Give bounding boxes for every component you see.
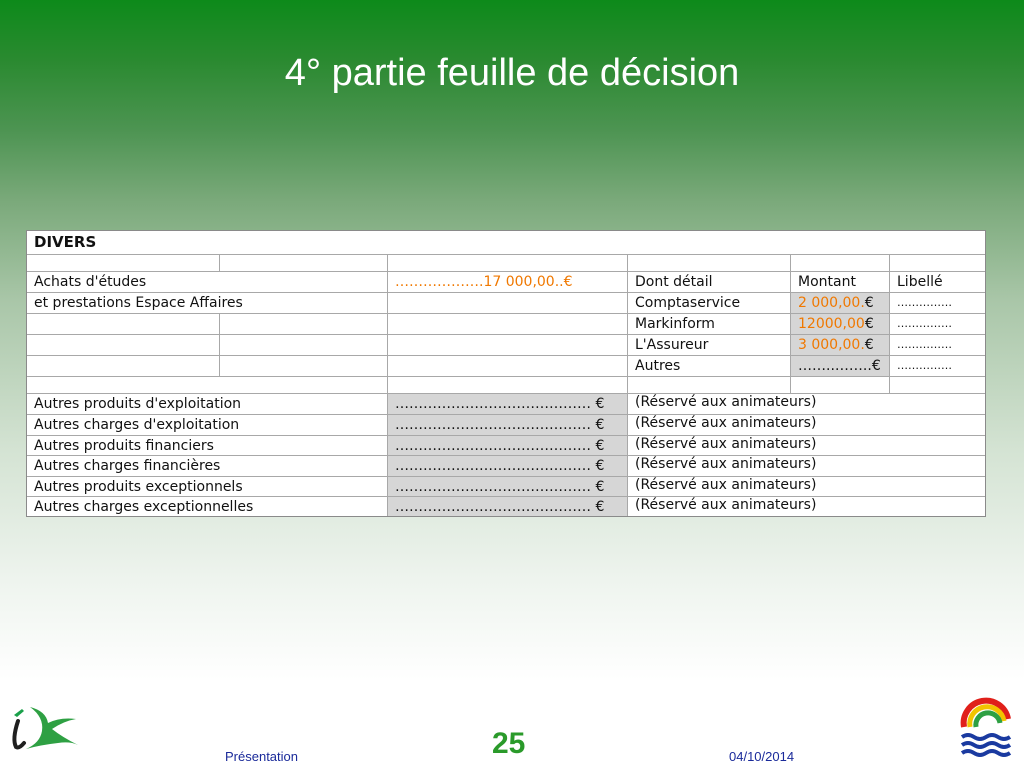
- other-row-value[interactable]: [388, 436, 627, 455]
- detail-name: Comptaservice: [635, 295, 741, 311]
- euro-sign: €: [864, 316, 874, 332]
- other-row-note: (Réservé aux animateurs): [635, 415, 817, 431]
- footer-label: Présentation: [225, 749, 298, 764]
- company-logo: [0, 699, 88, 759]
- other-row-note: (Réservé aux animateurs): [635, 394, 817, 410]
- detail-amount-value: 3 000,00.: [798, 337, 865, 353]
- detail-amount[interactable]: [791, 293, 889, 313]
- prestations-label: et prestations Espace Affaires: [34, 295, 243, 311]
- detail-libelle[interactable]: ……………: [897, 338, 952, 351]
- euro-sign: €: [595, 438, 605, 454]
- detail-libelle[interactable]: ……………: [897, 317, 952, 330]
- detail-amount-value: ……..……..: [798, 358, 872, 374]
- other-row-value[interactable]: [388, 497, 627, 516]
- euro-sign: €: [595, 499, 605, 515]
- detail-amount[interactable]: [791, 314, 889, 334]
- euro-sign: €: [595, 479, 605, 495]
- other-row-note: (Réservé aux animateurs): [635, 456, 817, 472]
- other-row-value[interactable]: [388, 415, 627, 435]
- value-dots: ……………………………………: [395, 499, 591, 515]
- row-line: [27, 254, 985, 255]
- other-row-label: Autres charges d'exploitation: [34, 417, 240, 433]
- other-row-label: Autres charges exceptionnelles: [34, 499, 254, 515]
- detail-amount[interactable]: [791, 335, 889, 355]
- achats-value-dots: ……………….: [395, 274, 484, 290]
- other-row-note: (Réservé aux animateurs): [635, 497, 817, 513]
- achats-label: Achats d'études: [34, 274, 147, 290]
- detail-amount-value: 12000,00: [798, 316, 865, 332]
- other-row-note: (Réservé aux animateurs): [635, 436, 817, 452]
- detail-amount[interactable]: [791, 356, 889, 376]
- other-row-note: (Réservé aux animateurs): [635, 477, 817, 493]
- other-row-label: Autres charges financières: [34, 458, 221, 474]
- slide-title: 4° partie feuille de décision: [284, 52, 740, 94]
- achats-value-amount: 17 000,00: [483, 274, 555, 290]
- column-line: [219, 254, 220, 271]
- other-row-value[interactable]: [388, 456, 627, 476]
- sheet-header: DIVERS: [34, 233, 97, 251]
- value-dots: ……………………………………: [395, 417, 591, 433]
- other-row-value[interactable]: [388, 394, 627, 414]
- value-dots: ……………………………………: [395, 479, 591, 495]
- detail-name: Autres: [635, 358, 681, 374]
- libelle-header: Libellé: [897, 274, 943, 290]
- euro-sign: €: [871, 358, 881, 374]
- euro-sign: €: [595, 458, 605, 474]
- detail-name: Markinform: [635, 316, 715, 332]
- detail-libelle[interactable]: ……………: [897, 359, 952, 372]
- achats-value-suffix: ..€: [554, 274, 573, 290]
- euro-sign: €: [864, 295, 874, 311]
- other-row-label: Autres produits financiers: [34, 438, 214, 454]
- detail-libelle[interactable]: ……………: [897, 296, 952, 309]
- other-row-label: Autres produits d'exploitation: [34, 396, 242, 412]
- value-dots: ……………………………………: [395, 458, 591, 474]
- column-line: [219, 313, 220, 376]
- euro-sign: €: [864, 337, 874, 353]
- detail-header: Dont détail: [635, 274, 713, 290]
- divers-spreadsheet: [26, 230, 986, 517]
- rainbow-waves-logo: [958, 679, 1014, 761]
- row-line: [27, 376, 985, 377]
- other-row-label: Autres produits exceptionnels: [34, 479, 243, 495]
- detail-name: L'Assureur: [635, 337, 709, 353]
- euro-sign: €: [595, 417, 605, 433]
- detail-amount-value: 2 000,00.: [798, 295, 865, 311]
- montant-header: Montant: [798, 274, 856, 290]
- euro-sign: €: [595, 396, 605, 412]
- value-dots: ……………………………………: [395, 438, 591, 454]
- footer-date: 04/10/2014: [729, 749, 795, 764]
- other-row-value[interactable]: [388, 477, 627, 496]
- page-number: 25: [492, 727, 526, 760]
- value-dots: ……………………………………: [395, 396, 591, 412]
- achats-value[interactable]: [388, 272, 627, 292]
